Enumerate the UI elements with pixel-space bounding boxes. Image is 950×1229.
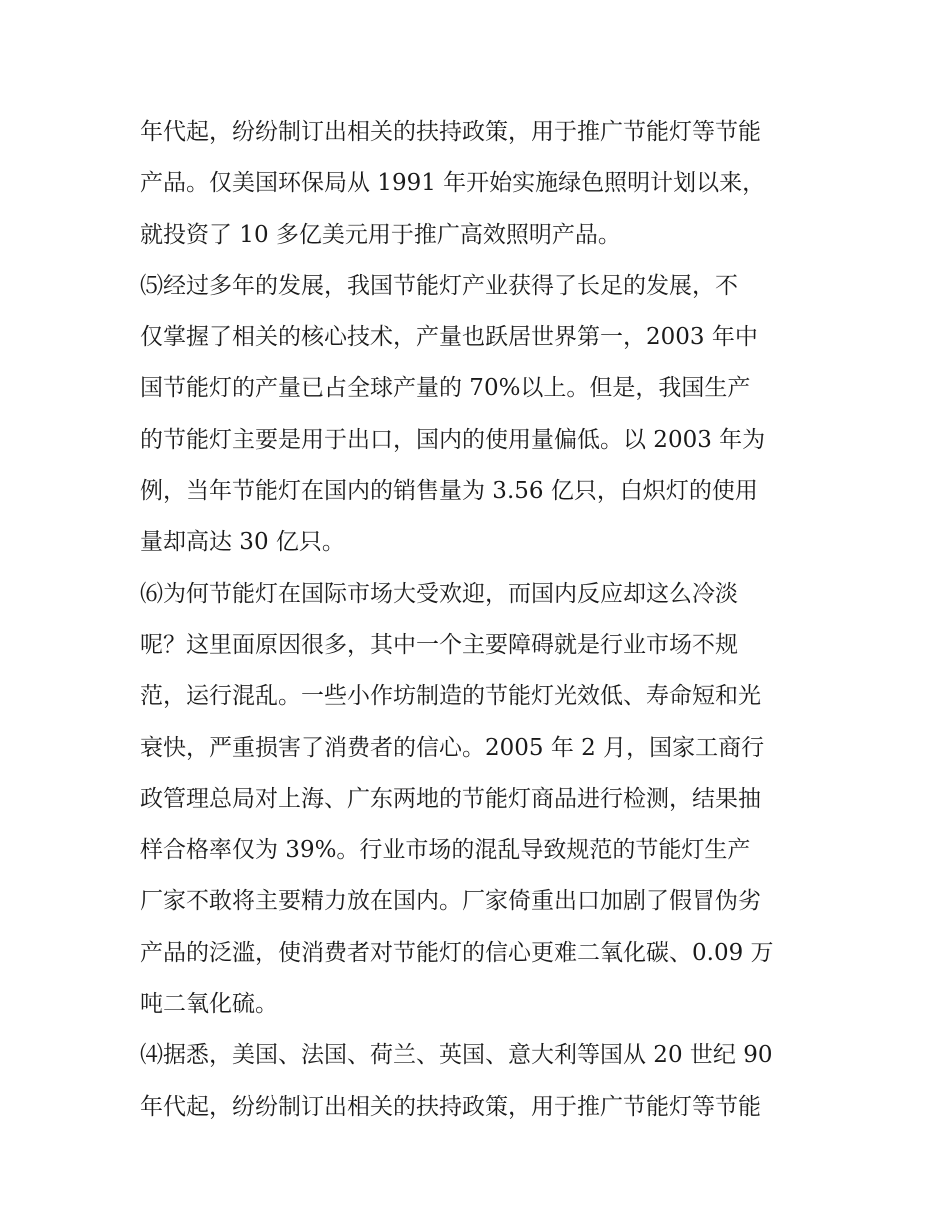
text-line: 量却高达 30 亿只。 (140, 529, 345, 556)
text-line: 厂家不敢将主要精力放在国内。厂家倚重出口加剧了假冒伪劣 (140, 888, 761, 915)
text-line: 样合格率仅为 39%。行业市场的混乱导致规范的节能灯生产 (140, 837, 751, 864)
text-line: 产品的泛滥，使消费者对节能灯的信心更难二氧化碳、0.09 万 (140, 939, 774, 966)
text-line: ⑹为何节能灯在国际市场大受欢迎，而国内反应却这么冷淡 (140, 580, 738, 607)
text-line: 年代起，纷纷制订出相关的扶持政策，用于推广节能灯等节能 (140, 1093, 761, 1120)
text-line: 国节能灯的产量已占全球产量的 70%以上。但是，我国生产 (140, 375, 751, 402)
text-line: 仅掌握了相关的核心技术，产量也跃居世界第一，2003 年中 (140, 324, 758, 351)
text-line: 呢？这里面原因很多，其中一个主要障碍就是行业市场不规 (140, 631, 738, 658)
text-line: 例，当年节能灯在国内的销售量为 3.56 亿只，白炽灯的使用 (140, 478, 758, 505)
text-line: 政管理总局对上海、广东两地的节能灯商品进行检测，结果抽 (140, 785, 761, 812)
text-line: ⑷据悉，美国、法国、荷兰、英国、意大利等国从 20 世纪 90 (140, 1042, 773, 1069)
text-line: 衰快，严重损害了消费者的信心。2005 年 2 月，国家工商行 (140, 734, 765, 761)
text-line: 范，运行混乱。一些小作坊制造的节能灯光效低、寿命短和光 (140, 683, 761, 710)
body-text (140, 107, 830, 1133)
text-line: 就投资了 10 多亿美元用于推广高效照明产品。 (140, 221, 621, 248)
text-line: ⑸经过多年的发展，我国节能灯产业获得了长足的发展，不 (140, 272, 738, 299)
text-line: 产品。仅美国环保局从 1991 年开始实施绿色照明计划以来， (140, 170, 766, 197)
text-line: 的节能灯主要是用于出口，国内的使用量偏低。以 2003 年为 (140, 426, 766, 453)
text-line: 年代起，纷纷制订出相关的扶持政策，用于推广节能灯等节能 (140, 119, 761, 145)
text-line: 吨二氧化硫。 (140, 991, 278, 1018)
